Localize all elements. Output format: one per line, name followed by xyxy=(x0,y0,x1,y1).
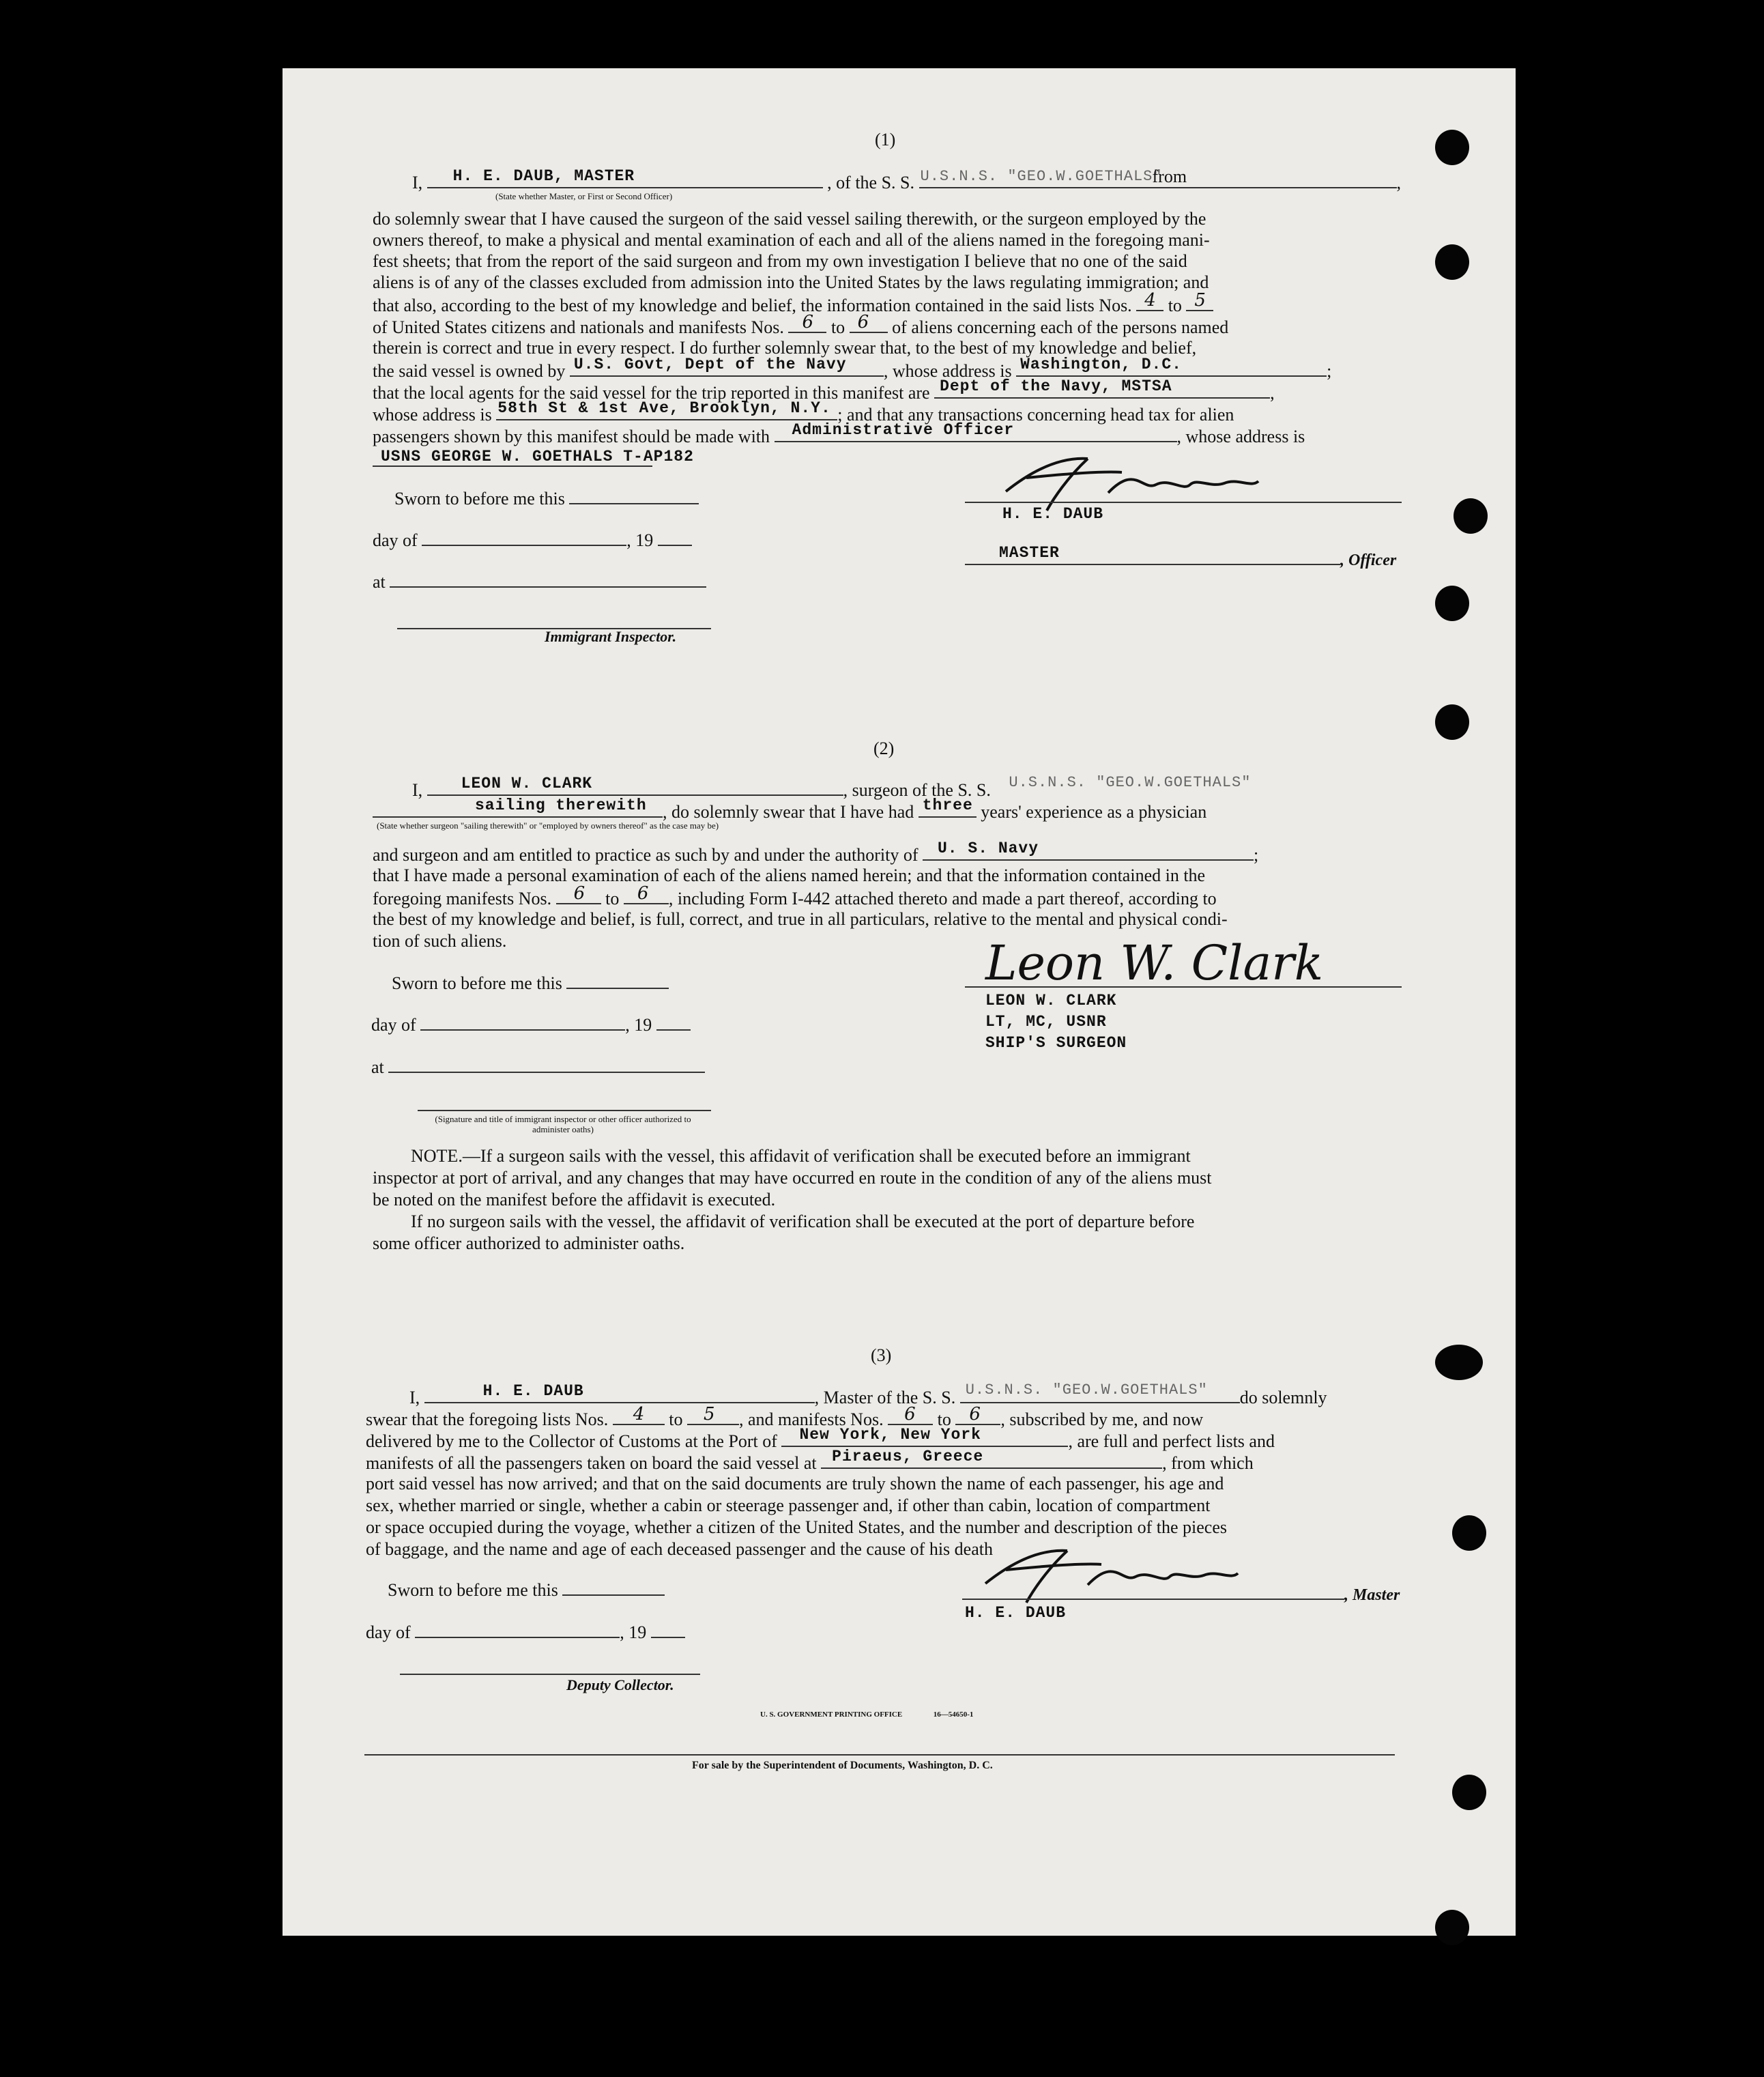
p-line: , whose address is xyxy=(883,361,1012,381)
agents: Dept of the Navy, MSTSA xyxy=(940,377,1172,395)
note-line4: If no surgeon sails with the vessel, the affidavit of verification shall be executed at the port of departure before xyxy=(411,1212,1195,1231)
section1-paragraph xyxy=(373,208,1427,293)
master-title: MASTER xyxy=(999,544,1060,562)
to-label: to xyxy=(830,317,845,337)
binder-hole xyxy=(1454,498,1488,534)
sworn-label: Sworn to before me this xyxy=(394,489,565,508)
p-line: of United States citizens and nationals and manifests Nos. xyxy=(373,317,784,337)
p-line: the said vessel is owned by xyxy=(373,361,566,381)
surgeon-name-field xyxy=(427,775,843,796)
form-code: 16—54650-1 xyxy=(933,1710,974,1719)
section2-line3: that I have made a personal examination of each of the aliens named herein; and that the information contained in the xyxy=(373,865,1206,885)
owner-address-field xyxy=(1016,356,1327,377)
master-of: , Master of the S. S. xyxy=(814,1388,956,1407)
surgeon-signature xyxy=(972,932,1395,993)
manifests-from: 6 xyxy=(802,312,813,332)
section3-line5: sex, whether married or single, whether a cabin or steerage passenger and, if other than cabin, location of compartment xyxy=(366,1495,1211,1515)
manifests-to: 6 xyxy=(969,1404,981,1424)
head-tax-contact: Administrative Officer xyxy=(792,421,1015,439)
section1-line0: I, H. E. DAUB, MASTER , of the S. S. U.S.N.S. "GEO.W.GOETHALS" from , xyxy=(412,167,1402,192)
day-of-label: day of xyxy=(366,1622,411,1642)
inspector-label: Immigrant Inspector. xyxy=(545,628,677,645)
state-note: (State whether Master, or First or Second Officer) xyxy=(495,191,673,201)
to-label: to xyxy=(937,1409,951,1429)
p-line: that also, according to the best of my knowledge and belief, the information contained in the said lists Nos. xyxy=(373,296,1132,315)
at-label: at xyxy=(371,1057,384,1077)
sworn-line xyxy=(394,487,699,509)
blank-line xyxy=(656,1013,691,1031)
boarding-port: Piraeus, Greece xyxy=(832,1448,984,1465)
port-field xyxy=(781,1426,1068,1447)
binder-hole xyxy=(1435,586,1469,621)
p-line: do solemnly swear that I have caused the surgeon of the said vessel sailing therewith, or the surgeon employed by the xyxy=(373,209,1206,229)
manifests-to: 6 xyxy=(637,883,649,904)
lists-from: 4 xyxy=(633,1404,645,1424)
years-field xyxy=(919,797,977,818)
i-label: I, xyxy=(412,173,423,192)
officer-line xyxy=(965,544,1397,571)
binder-hole xyxy=(1435,1910,1469,1945)
agents-address: 58th St & 1st Ave, Brooklyn, N.Y. xyxy=(497,399,831,417)
owner-address: Washington, D.C. xyxy=(1020,356,1182,373)
blank-line xyxy=(651,1620,685,1638)
p-line: , including Form I-442 attached thereto and made a part thereof, according to xyxy=(668,889,1217,908)
lists-to-field xyxy=(1186,290,1213,311)
master-name: H. E. DAUB xyxy=(482,1382,584,1400)
owner: U.S. Govt, Dept of the Navy xyxy=(573,356,847,373)
manifests-to-field xyxy=(850,312,888,333)
vessel-stamp: U.S.N.S. "GEO.W.GOETHALS" xyxy=(920,168,1163,185)
p-line: , do solemnly swear that I have had xyxy=(663,802,914,822)
manifests-from-field xyxy=(888,1404,933,1425)
blank-line xyxy=(566,971,669,989)
master-name: H. E. DAUB, MASTER xyxy=(452,167,635,185)
vessel-stamp: U.S.N.S. "GEO.W.GOETHALS" xyxy=(1009,774,1252,791)
state-note: (State whether surgeon "sailing therewith" or "employed by owners thereof" as the case may be) xyxy=(377,820,719,831)
p-line: aliens is of any of the classes excluded from admission into the United States by the laws regulating immigration; and xyxy=(373,272,1209,292)
manifests-from-field xyxy=(556,883,601,904)
section3-line3 xyxy=(366,1448,1254,1474)
binder-hole xyxy=(1435,704,1469,740)
i-label: I, xyxy=(409,1388,420,1407)
master-label: , Master xyxy=(1344,1586,1400,1604)
surgeon-typed-line3: SHIP'S SURGEON xyxy=(985,1034,1127,1052)
p-line: of aliens concerning each of the persons named xyxy=(892,317,1229,337)
p-line: years' experience as a physician xyxy=(981,802,1207,822)
blank-line xyxy=(390,570,706,588)
head-tax-contact-field xyxy=(775,421,1177,442)
master-name-field xyxy=(424,1382,815,1403)
i-label: I, xyxy=(412,780,423,800)
master-line xyxy=(962,1582,1400,1606)
lists-to: 5 xyxy=(1194,290,1206,311)
p-line: that the local agents for the said vessel for the trip reported in this manifest are xyxy=(373,383,930,403)
p-line: foregoing manifests Nos. xyxy=(373,889,552,908)
master-signature-line xyxy=(962,1582,1344,1600)
section3-line6: or space occupied during the voyage, whether a citizen of the United States, and the number and description of the pieces xyxy=(366,1517,1228,1537)
to-label: to xyxy=(1168,296,1182,315)
note-line5: some officer authorized to administer oaths. xyxy=(373,1233,685,1253)
manifests-to-field xyxy=(955,1404,1000,1425)
surgeon-typed-line2: LT, MC, USNR xyxy=(985,1013,1107,1031)
section3-line2 xyxy=(366,1426,1275,1452)
section-number: (3) xyxy=(871,1345,892,1365)
collector-signature-line xyxy=(400,1674,700,1675)
lists-from: 4 xyxy=(1144,290,1156,311)
officer-label: , Officer xyxy=(1340,552,1397,569)
binder-hole xyxy=(1435,1345,1483,1380)
port: New York, New York xyxy=(799,1426,981,1444)
printing-office-text: U. S. GOVERNMENT PRINTING OFFICE xyxy=(760,1710,903,1719)
p-line: and surgeon and am entitled to practice as such by and under the authority of xyxy=(373,845,919,865)
blank-line xyxy=(415,1620,620,1638)
p-line: , are full and perfect lists and xyxy=(1068,1431,1275,1451)
manifest-affidavit-page xyxy=(283,68,1516,1936)
p-line: , whose address is xyxy=(1176,427,1305,446)
section3-line4: port said vessel has now arrived; and that on the said documents are truly shown the name of each passenger, his age and xyxy=(366,1474,1224,1493)
p-line: ; and that any transactions concerning head tax for alien xyxy=(837,405,1234,425)
footer-rule xyxy=(364,1754,1395,1756)
vessel-field xyxy=(960,1381,1240,1403)
section2-line1 xyxy=(373,797,1207,822)
authority-field xyxy=(923,840,1254,861)
master-signature-line xyxy=(965,502,1402,503)
day-of-line xyxy=(366,1620,685,1643)
for-sale-note: For sale by the Superintendent of Documents, Washington, D. C. xyxy=(692,1760,993,1771)
section2-line6: tion of such aliens. xyxy=(373,931,507,951)
p-line: , and manifests Nos. xyxy=(739,1409,884,1429)
day-of-line xyxy=(373,528,692,551)
binder-hole xyxy=(1435,244,1469,280)
year-label: , 19 xyxy=(626,530,654,550)
at-line xyxy=(371,1055,705,1078)
day-of-line xyxy=(371,1013,691,1035)
note-line2: inspector at port of arrival, and any changes that may have occurred en route in the condition of any of the aliens must xyxy=(373,1168,1212,1188)
year-label: , 19 xyxy=(620,1622,647,1642)
years: three xyxy=(922,797,973,814)
year-label: , 19 xyxy=(625,1015,652,1035)
p-line: passengers shown by this manifest should be made with xyxy=(373,427,770,446)
master-name-field xyxy=(427,167,823,188)
to-label: to xyxy=(669,1409,683,1429)
contact-address-field xyxy=(373,446,694,467)
blank-line xyxy=(569,487,699,504)
manifests-to: 6 xyxy=(857,312,869,332)
agents-address-field xyxy=(496,399,837,420)
note-line3: be noted on the manifest before the affidavit is executed. xyxy=(373,1190,776,1209)
binder-hole xyxy=(1452,1515,1486,1551)
p-line: swear that the foregoing lists Nos. xyxy=(366,1409,609,1429)
sworn-line xyxy=(388,1578,665,1601)
to-label: to xyxy=(605,889,620,908)
of-the-ss: , of the S. S. xyxy=(827,173,915,192)
section2-line4 xyxy=(373,883,1217,909)
binder-hole xyxy=(1452,1775,1486,1810)
lists-to: 5 xyxy=(704,1404,715,1424)
day-of-label: day of xyxy=(371,1015,416,1035)
sailing-field xyxy=(373,797,663,818)
owner-field xyxy=(570,356,884,377)
section3-line1 xyxy=(366,1404,1204,1430)
at-label: at xyxy=(373,572,386,592)
blank-line xyxy=(562,1578,665,1596)
section-number: (2) xyxy=(873,739,895,758)
lists-from-field xyxy=(1136,290,1163,311)
collector-label: Deputy Collector. xyxy=(566,1676,674,1693)
sworn-line xyxy=(392,971,669,994)
section1-line7: therein is correct and true in every respect. I do further solemnly swear that, to the best of my knowledge and belief, xyxy=(373,338,1197,358)
blank-line xyxy=(420,1013,625,1031)
p-line: owners thereof, to make a physical and mental examination of each and all of the aliens named in the foregoing mani- xyxy=(373,230,1210,250)
p-line: delivered by me to the Collector of Customs at the Port of xyxy=(366,1431,777,1451)
lists-from-field xyxy=(613,1404,665,1425)
surgeon-signature-line xyxy=(965,986,1402,988)
section1-line8: the said vessel is owned by U.S. Govt, Dept of the Navy , whose address is Washington, D.C. ; xyxy=(373,356,1332,381)
signature-note-text: (Signature and title of immigrant inspector or other officer authorized to administer oaths) xyxy=(435,1114,691,1134)
surgeon-typed-line1: LEON W. CLARK xyxy=(985,992,1117,1009)
sworn-label: Sworn to before me this xyxy=(388,1580,558,1600)
vessel-field xyxy=(919,167,1397,188)
p-line: manifests of all the passengers taken on board the said vessel at xyxy=(366,1453,817,1473)
p-line: fest sheets; that from the report of the said surgeon and from my own investigation I believe that no one of the said xyxy=(373,251,1187,271)
section3-line7: of baggage, and the name and age of each deceased passenger and the cause of his death xyxy=(366,1539,993,1559)
section1-line9: that the local agents for the said vessel for the trip reported in this manifest are Dept of the Navy, MSTSA , xyxy=(373,377,1275,403)
vessel-field xyxy=(995,774,1336,796)
binder-hole xyxy=(1435,130,1469,165)
signature-note xyxy=(423,1114,703,1134)
section1-line6 xyxy=(373,312,1229,338)
manifests-from: 6 xyxy=(573,883,585,904)
at-line xyxy=(373,570,706,592)
p-line: do solemnly xyxy=(1239,1388,1327,1407)
agents-field xyxy=(934,377,1270,399)
surgeon-of: , surgeon of the S. S. xyxy=(843,780,991,800)
p-line: , subscribed by me, and now xyxy=(1000,1409,1204,1429)
authority: U. S. Navy xyxy=(938,840,1039,857)
section1-line5 xyxy=(373,290,1213,316)
p-line: whose address is xyxy=(373,405,492,425)
officer-signature-line xyxy=(418,1110,711,1111)
section-number: (1) xyxy=(875,130,896,149)
surgeon-name: LEON W. CLARK xyxy=(461,775,593,792)
officer-title-field xyxy=(965,544,1340,565)
printing-office xyxy=(760,1710,973,1719)
manifests-to-field xyxy=(624,883,669,904)
section3-line0 xyxy=(409,1381,1327,1408)
blank-line xyxy=(422,528,626,546)
section1-line11 xyxy=(373,421,1305,447)
boarding-port-field xyxy=(821,1448,1162,1469)
contact-address: USNS GEORGE W. GOETHALS T-AP182 xyxy=(381,448,694,465)
blank-line xyxy=(658,528,692,546)
surgeon-signature-text: Leon W. Clark xyxy=(985,935,1324,991)
master-typed-name: H. E. DAUB xyxy=(965,1604,1067,1622)
master-typed-name: H. E. DAUB xyxy=(1002,505,1104,523)
lists-to-field xyxy=(687,1404,739,1425)
blank-line xyxy=(388,1055,705,1073)
p-line: , from which xyxy=(1162,1453,1254,1473)
section2-line2: and surgeon and am entitled to practice as such by and under the authority of U. S. Navy ; xyxy=(373,840,1259,865)
note-line1: NOTE.—If a surgeon sails with the vessel, this affidavit of verification shall be executed before an immigrant xyxy=(411,1146,1191,1166)
vessel-stamp: U.S.N.S. "GEO.W.GOETHALS" xyxy=(965,1381,1208,1399)
manifests-from-field xyxy=(788,312,826,333)
manifests-from: 6 xyxy=(904,1404,916,1424)
from-label: from xyxy=(1152,167,1187,186)
day-of-label: day of xyxy=(373,530,418,550)
sworn-label: Sworn to before me this xyxy=(392,973,562,993)
sailing: sailing therewith xyxy=(475,797,647,814)
section2-line5: the best of my knowledge and belief, is full, correct, and true in all particulars, relative to the mental and physical condi- xyxy=(373,909,1228,929)
